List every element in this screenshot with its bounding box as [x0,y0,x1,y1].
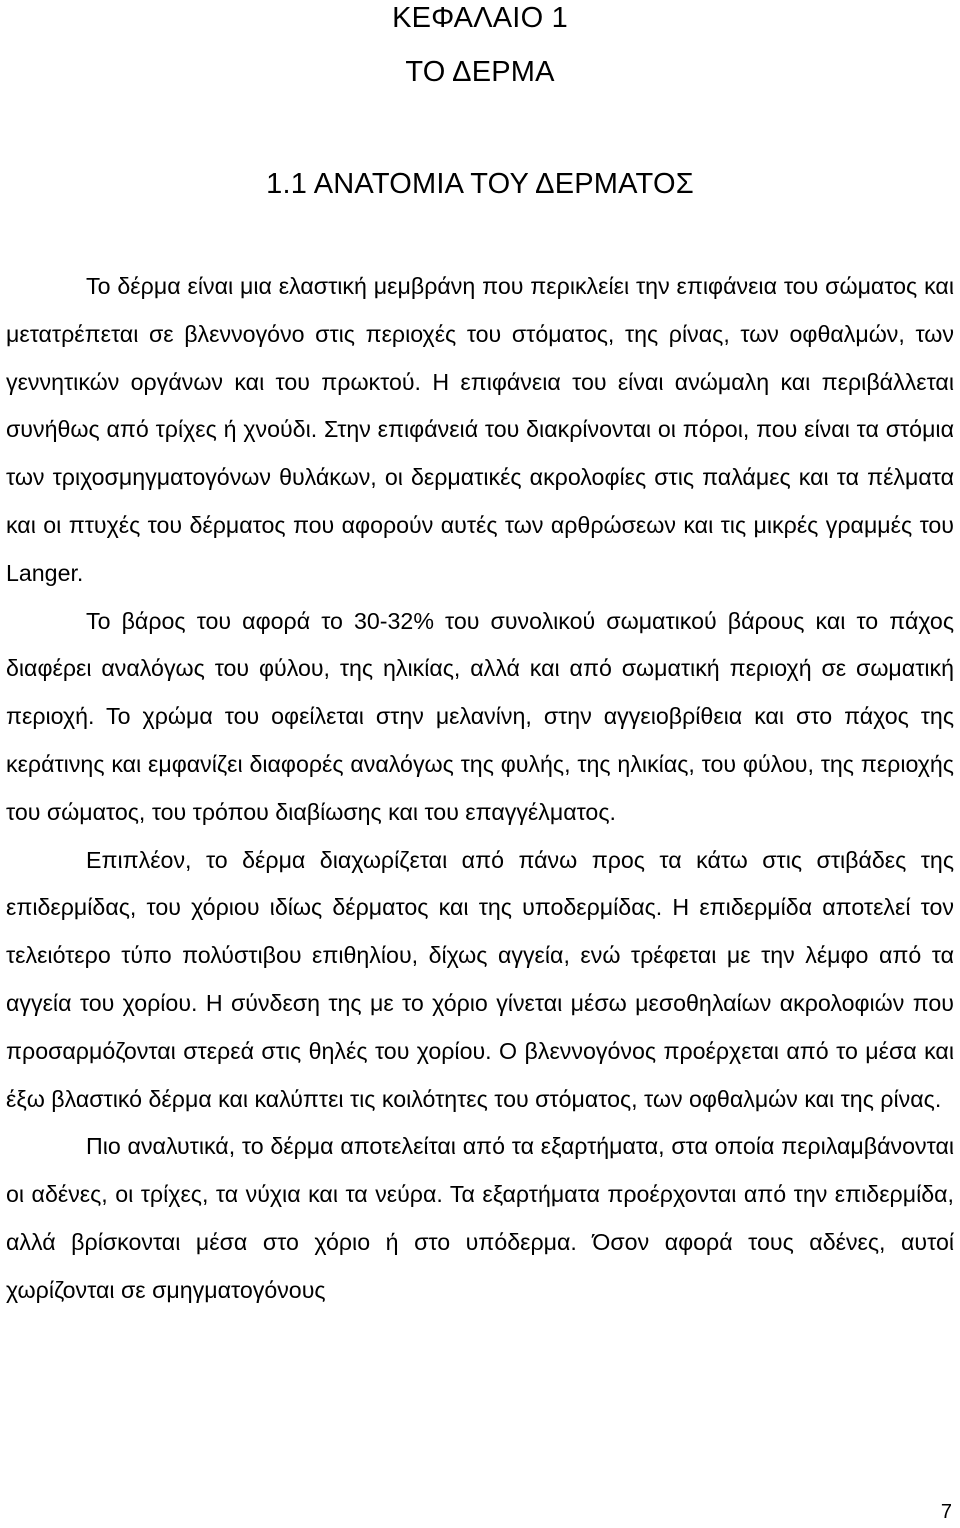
paragraph-weight-color: Το βάρος του αφορά το 30-32% του συνολικού σωματικού βάρους και το πάχος διαφέρει αναλόγως του φύλου, της ηλικίας, αλλά και από σωματική περιοχή σε σωματική περιοχή. Το χρώμα του οφείλεται στην μελανίνη, στην αγγειοβρίθεια και στο πάχος της κεράτινης και εμφανίζει διαφορές αναλόγως της φυλής, της ηλικίας, του φύλου, της περιοχής του σώματος, του τρόπου διαβίωσης και του επαγγέλματος. [6,607,954,825]
page-number: 7 [940,1501,952,1523]
paragraph-layers: Επιπλέον, το δέρμα διαχωρίζεται από πάνω προς τα κάτω στις στιβάδες της επιδερμίδας, του χόριου ιδίως δέρματος και της υποδερμίδας. Η επιδερμίδα αποτελεί τον τελειότερο τύπο πολύστιβου επιθηλίου, δίχως αγγεία, ενώ τρέφεται με την λέμφο από τα αγγεία του χορίου. Η σύνδεση της με το χόριο γίνεται μέσω μεσοθηλαίων ακρολοφιών που προσαρμόζονται στερεά στις θηλές του χορίου. Ο βλεννογόνος προέρχεται από το μέσα και έξω βλαστικό δέρμα και καλύπτει τις κοιλότητες του στόματος, των οφθαλμών και της ρίνας. [6,846,954,1112]
body-text [6,263,954,1315]
chapter-title: ΤΟ ΔΕΡΜΑ [405,56,555,88]
chapter-label: ΚΕΦΑΛΑΙΟ 1 [392,2,568,34]
paragraph-appendages: Πιο αναλυτικά, το δέρμα αποτελείται από τα εξαρτήματα, στα οποία περιλαμβάνονται οι αδένες, οι τρίχες, τα νύχια και τα νεύρα. Τα εξαρτήματα προέρχονται από την επιδερμίδα, αλλά βρίσκονται μέσα στο χόριο ή στο υπόδερμα. Όσον αφορά τους αδένες, αυτοί χωρίζονται σε σμηγματογόνους [6,1133,954,1303]
section-title: 1.1 ΑΝΑΤΟΜΙΑ ΤΟΥ ΔΕΡΜΑΤΟΣ [266,168,694,200]
paragraph-intro: Το δέρμα είναι μια ελαστική μεμβράνη που περικλείει την επιφάνεια του σώματος και μετατρέπεται σε βλεννογόνο στις περιοχές του στόματος, της ρίνας, των οφθαλμών, των γεννητικών οργάνων και του πρωκτού. Η επιφάνεια του είναι ανώμαλη και περιβάλλεται συνήθως από τρίχες ή χνούδι. Στην επιφάνειά του διακρίνονται οι πόροι, που είναι τα στόμια των τριχοσμηγματογόνων θυλάκων, οι δερματικές ακρολοφίες στις παλάμες και τα πέλματα και οι πτυχές του δέρματος που αφορούν αυτές των αρθρώσεων και τις μικρές γραμμές του Langer. [6,273,954,586]
